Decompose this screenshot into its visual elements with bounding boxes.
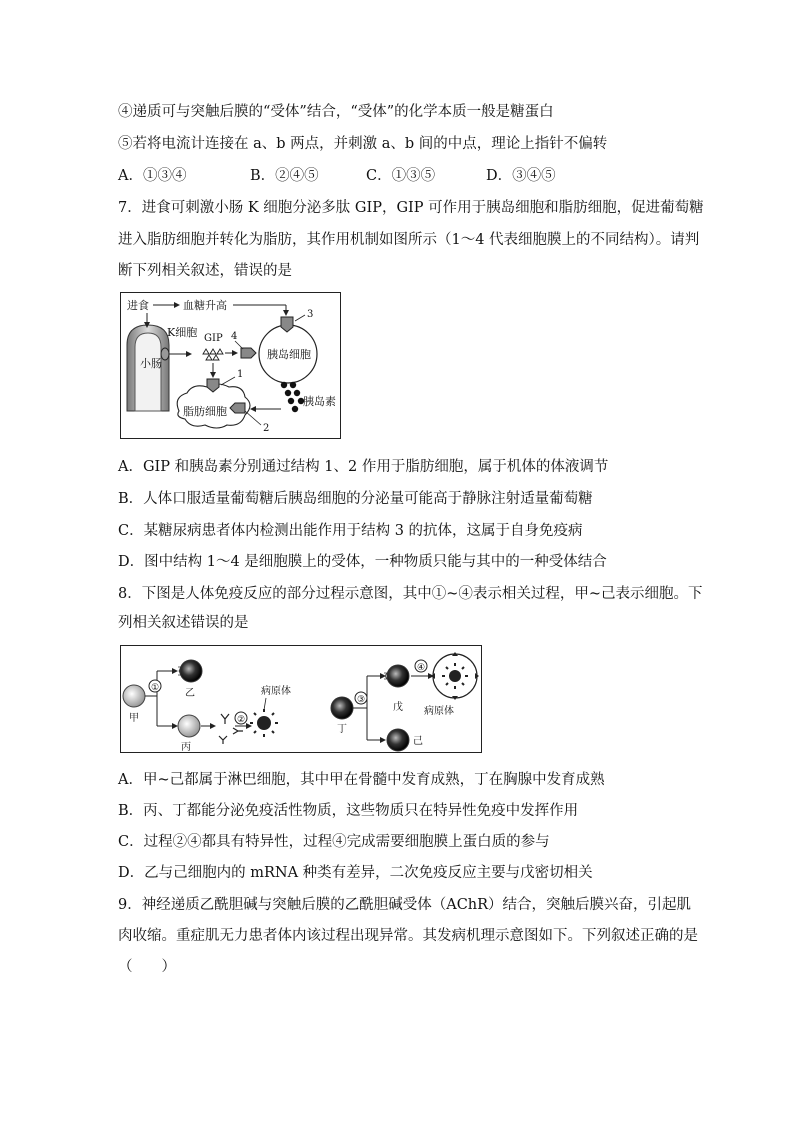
q9-stem-line-2: 肉收缩。重症肌无力患者体内该过程出现异常。其发病机理示意图如下。下列叙述正确的是	[118, 928, 698, 944]
q7-option-d: D．图中结构 1～4 是细胞膜上的受体，一种物质只能与其中的一种受体结合	[118, 554, 607, 570]
label-wu: 戊	[393, 702, 403, 713]
label-2: 2	[263, 423, 270, 434]
q7-stem-line-3: 断下列相关叙述，错误的是	[118, 263, 292, 279]
process-1: ①	[150, 683, 160, 693]
label-ding: 丁	[337, 724, 347, 735]
q7-stem-line-1: 7．进食可刺激小肠 K 细胞分泌多肽 GIP，GIP 可作用于胰岛细胞和脂肪细胞，促进葡萄糖	[118, 200, 704, 216]
insulin-label: 胰岛素	[303, 395, 336, 408]
q6-option-a: A．①③④	[118, 168, 187, 184]
blood-sugar-label: 血糖升高	[183, 299, 227, 312]
label-yi: 乙	[185, 688, 195, 699]
process-4: ④	[416, 663, 426, 673]
cell-ding-icon	[331, 697, 353, 719]
q9-stem-line-1: 9．神经递质乙酰胆碱与突触后膜的乙酰胆碱受体（AChR）结合，突触后膜兴奋，引起肌	[118, 897, 692, 913]
eat-label: 进食	[127, 299, 149, 312]
q7-option-c: C．某糖尿病患者体内检测出能作用于结构 3 的抗体，这属于自身免疫病	[118, 523, 583, 539]
label-4: 4	[231, 331, 238, 342]
gip-label: GIP	[204, 333, 223, 344]
q9-stem-line-3: （ ）	[118, 959, 176, 975]
q6-options	[118, 166, 556, 186]
islet-cell-label: 胰岛细胞	[267, 348, 311, 361]
fat-cell-label: 脂肪细胞	[183, 405, 227, 418]
cell-yi-icon	[180, 660, 202, 682]
pathogen-label-1: 病原体	[261, 686, 291, 697]
cell-wu-icon	[387, 665, 409, 687]
pathogen-label-2: 病原体	[424, 706, 454, 717]
q6-option-c: C．①③⑤	[366, 168, 436, 184]
q6-option-d: D．③④⑤	[486, 168, 556, 184]
pathogen-left-icon	[250, 709, 278, 737]
q6-item-5: ⑤若将电流计连接在 a、b 两点，并刺激 a、b 间的中点，理论上指针不偏转	[118, 136, 608, 152]
q8-option-d: D．乙与己细胞内的 mRNA 种类有差异，二次免疫反应主要与戊密切相关	[118, 865, 593, 881]
insulin-dots-icon	[281, 382, 304, 412]
q7-figure	[120, 292, 341, 439]
process-3: ③	[356, 695, 366, 705]
q8-stem-line-2: 列相关叙述错误的是	[118, 615, 249, 631]
q8-option-c: C．过程②④都具有特异性，过程④完成需要细胞膜上蛋白质的参与	[118, 834, 550, 850]
q8-figure	[120, 645, 482, 753]
cell-jia-icon	[123, 685, 145, 707]
receptor-4-icon	[241, 348, 256, 358]
q7-option-a: A．GIP 和胰岛素分别通过结构 1、2 作用于脂肪细胞，属于机体的体液调节	[118, 459, 609, 475]
label-bing: 丙	[181, 742, 191, 752]
q7-stem-line-2: 进入脂肪细胞并转化为脂肪，其作用机制如图所示（1～4 代表细胞膜上的不同结构）。请判	[118, 232, 700, 248]
label-3: 3	[307, 309, 314, 320]
cell-bing-icon	[178, 715, 200, 737]
small-intestine-label-1: 小肠	[140, 357, 162, 370]
gip-molecules-icon	[203, 349, 223, 360]
label-1: 1	[237, 369, 244, 380]
q8-stem-line-1: 8．下图是人体免疫反应的部分过程示意图，其中①~④表示相关过程，甲~己表示细胞。下	[118, 586, 703, 602]
k-cell-label: K细胞	[167, 326, 198, 339]
q7-mechanism-diagram	[121, 293, 340, 438]
process-2: ②	[236, 715, 246, 725]
label-jia: 甲	[129, 713, 139, 724]
q6-option-b: B．②④⑤	[250, 168, 319, 184]
cell-ji-icon	[387, 729, 409, 751]
q7-option-b: B．人体口服适量葡萄糖后胰岛细胞的分泌量可能高于静脉注射适量葡萄糖	[118, 491, 593, 507]
q6-item-4: ④递质可与突触后膜的“受体”结合，“受体”的化学本质一般是糖蛋白	[118, 104, 554, 120]
q8-option-b: B．丙、丁都能分泌免疫活性物质，这些物质只在特异性免疫中发挥作用	[118, 803, 579, 819]
q8-option-a: A．甲~己都属于淋巴细胞，其中甲在骨髓中发育成熟，丁在胸腺中发育成熟	[118, 772, 605, 788]
q8-immune-diagram	[121, 646, 481, 752]
label-ji: 己	[413, 736, 423, 747]
k-cell-icon	[161, 348, 169, 360]
